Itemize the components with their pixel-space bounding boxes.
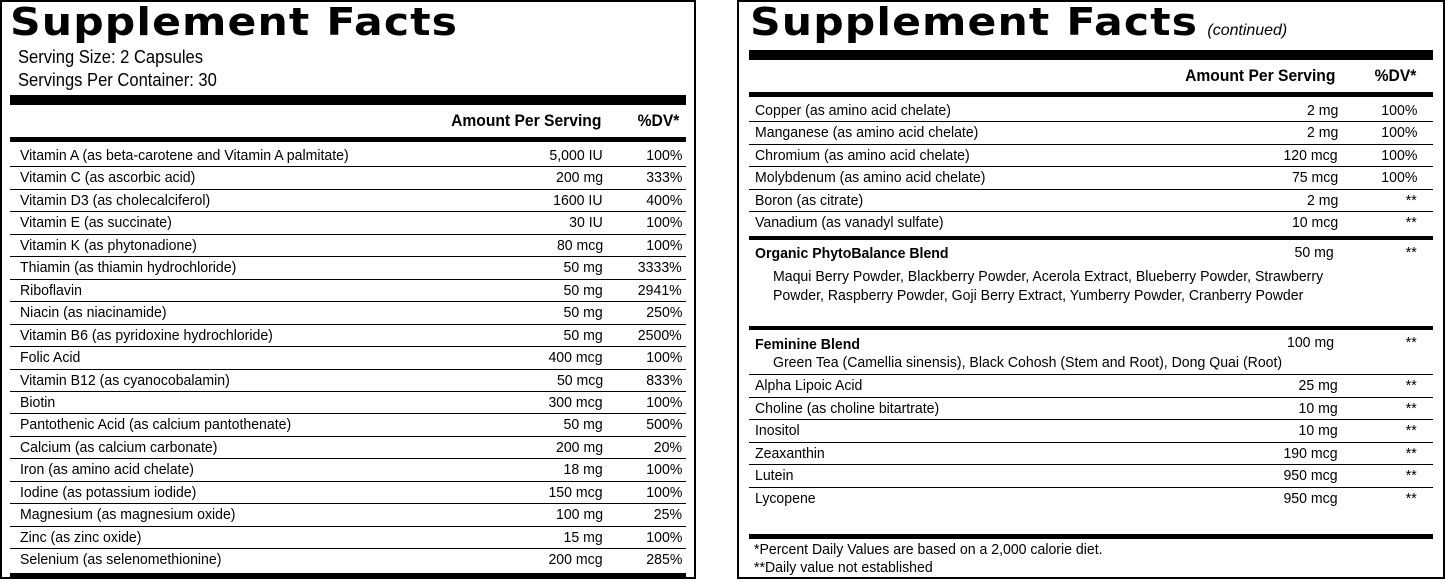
daily-value: 2941% xyxy=(638,281,682,299)
blend-dv: ** xyxy=(1406,334,1417,351)
header-amount-per-serving: Amount Per Serving xyxy=(450,111,601,130)
daily-value: 100% xyxy=(645,393,682,411)
daily-value: ** xyxy=(1406,214,1417,231)
blend-dv: ** xyxy=(1406,244,1417,261)
nutrient-row xyxy=(755,398,1417,421)
nutrient-row xyxy=(20,145,682,167)
nutrient-row xyxy=(20,392,682,414)
amount-per-serving: 200 mcg xyxy=(548,551,603,569)
nutrient-name: Zeaxanthin xyxy=(755,444,825,462)
nutrient-name: Vitamin K (as phytonadione) xyxy=(20,236,197,254)
amount-per-serving: 25 mg xyxy=(1298,377,1338,394)
nutrient-name: Vitamin A (as beta-carotene and Vitamin A palmitate) xyxy=(20,147,349,164)
blend-dv-row xyxy=(755,242,1417,264)
amount-per-serving: 300 mcg xyxy=(548,393,603,411)
nutrient-name: Pantothenic Acid (as calcium pantothenate) xyxy=(20,416,292,434)
daily-value: ** xyxy=(1406,444,1417,462)
amount-per-serving: 950 mcg xyxy=(1283,489,1338,507)
nutrient-row xyxy=(755,100,1417,122)
header-dv: %DV* xyxy=(1374,66,1416,85)
amount-per-serving: 50 mcg xyxy=(556,371,603,389)
amount-per-serving: 50 mg xyxy=(563,416,603,434)
blend-ingredients: Maqui Berry Powder, Blackberry Powder, Acerola Extract, Blueberry Powder, Strawberry Powder, Raspberry Powder, Goji Berry Extract, Yumberry Powder, Cranberry Powder xyxy=(773,268,1324,304)
nutrient-row xyxy=(20,302,682,324)
blend-amount: 100 mg xyxy=(1286,334,1334,351)
nutrient-name: Selenium (as selenomethionine) xyxy=(20,551,222,569)
amount-per-serving: 10 mg xyxy=(1298,399,1338,417)
amount-per-serving: 400 mcg xyxy=(548,349,603,367)
nutrient-row xyxy=(755,375,1417,398)
daily-value: 285% xyxy=(645,551,682,569)
amount-per-serving: 50 mg xyxy=(563,281,603,299)
footnote-not-established: **Daily value not established xyxy=(754,559,933,576)
nutrient-row xyxy=(755,465,1417,488)
blend-divider xyxy=(749,326,1433,330)
panel-title-text: Supplement Facts xyxy=(750,0,1199,44)
daily-value: 25% xyxy=(653,506,682,524)
blend-name: Feminine Blend xyxy=(755,336,860,353)
nutrient-name: Thiamin (as thiamin hydrochloride) xyxy=(20,259,237,277)
nutrient-name: Chromium (as amino acid chelate) xyxy=(755,146,970,164)
nutrient-row xyxy=(755,420,1417,443)
nutrient-name: Vitamin E (as succinate) xyxy=(20,214,172,232)
header-amount-per-serving: Amount Per Serving xyxy=(1184,66,1335,85)
nutrient-name: Vitamin B6 (as pyridoxine hydrochloride) xyxy=(20,326,273,344)
daily-value: 100% xyxy=(645,483,682,501)
nutrient-name: Lycopene xyxy=(755,489,816,507)
daily-value: 100% xyxy=(1380,124,1417,142)
amount-per-serving: 1600 IU xyxy=(553,191,603,209)
nutrient-row xyxy=(755,167,1417,189)
footnote-dv: *Percent Daily Values are based on a 2,000 calorie diet. xyxy=(754,541,1103,558)
nutrient-name: Molybdenum (as amino acid chelate) xyxy=(755,169,986,187)
amount-per-serving: 200 mg xyxy=(555,169,603,187)
nutrient-row xyxy=(20,414,682,436)
nutrient-name: Copper (as amino acid chelate) xyxy=(755,102,951,119)
bottom-divider xyxy=(10,573,686,578)
nutrient-row xyxy=(20,437,682,459)
amount-per-serving: 100 mg xyxy=(555,506,603,524)
nutrient-name: Vanadium (as vanadyl sulfate) xyxy=(755,214,944,231)
amount-per-serving: 50 mg xyxy=(563,326,603,344)
nutrient-row xyxy=(20,325,682,347)
amount-per-serving: 50 mg xyxy=(563,259,603,277)
amount-per-serving: 15 mg xyxy=(563,528,603,546)
nutrient-row xyxy=(20,347,682,369)
amount-per-serving: 10 mcg xyxy=(1291,214,1338,231)
nutrient-name: Manganese (as amino acid chelate) xyxy=(755,124,979,142)
nutrient-row xyxy=(20,459,682,481)
nutrient-name: Zinc (as zinc oxide) xyxy=(20,528,142,546)
nutrient-row xyxy=(20,527,682,549)
daily-value: ** xyxy=(1406,377,1417,394)
daily-value: 400% xyxy=(645,191,682,209)
nutrient-row xyxy=(20,370,682,392)
nutrient-name: Boron (as citrate) xyxy=(755,191,864,209)
nutrient-name: Folic Acid xyxy=(20,349,81,367)
amount-per-serving: 2 mg xyxy=(1306,191,1338,209)
header-divider xyxy=(10,137,686,142)
amount-per-serving: 200 mg xyxy=(555,438,603,456)
amount-per-serving: 2 mg xyxy=(1306,102,1338,119)
daily-value: 333% xyxy=(645,169,682,187)
nutrient-row xyxy=(20,257,682,279)
nutrient-row xyxy=(755,212,1417,234)
daily-value: 100% xyxy=(645,349,682,367)
nutrient-name: Calcium (as calcium carbonate) xyxy=(20,438,218,456)
daily-value: 833% xyxy=(645,371,682,389)
blend-amount: 50 mg xyxy=(1294,244,1334,261)
panel-title: Supplement Facts xyxy=(10,0,459,44)
nutrient-row xyxy=(20,504,682,526)
daily-value: 100% xyxy=(645,236,682,254)
nutrient-row xyxy=(755,443,1417,466)
panel-title xyxy=(750,0,1292,54)
amount-per-serving: 5,000 IU xyxy=(549,147,603,164)
serving-size: Serving Size: 2 Capsules xyxy=(18,47,204,67)
thick-divider xyxy=(749,50,1433,60)
nutrient-row xyxy=(20,167,682,189)
amount-per-serving: 150 mcg xyxy=(548,483,603,501)
daily-value: 250% xyxy=(645,304,682,322)
nutrient-name: Magnesium (as magnesium oxide) xyxy=(20,506,236,524)
nutrient-name: Alpha Lipoic Acid xyxy=(755,377,863,394)
supplement-facts-panel-right xyxy=(737,0,1445,579)
nutrient-name: Vitamin B12 (as cyanocobalamin) xyxy=(20,371,230,389)
nutrient-row xyxy=(755,190,1417,212)
daily-value: 3333% xyxy=(638,259,682,277)
nutrient-name: Riboflavin xyxy=(20,281,82,299)
nutrient-row xyxy=(20,482,682,504)
nutrient-row xyxy=(755,122,1417,144)
daily-value: 100% xyxy=(1380,102,1417,119)
nutrient-name: Vitamin C (as ascorbic acid) xyxy=(20,169,196,187)
nutrient-row xyxy=(20,212,682,234)
continued-label: (continued) xyxy=(1207,22,1288,39)
servings-per-container: Servings Per Container: 30 xyxy=(18,70,217,90)
amount-per-serving: 2 mg xyxy=(1306,124,1338,142)
nutrient-row xyxy=(20,235,682,257)
daily-value: ** xyxy=(1406,489,1417,507)
nutrient-name: Biotin xyxy=(20,393,56,411)
nutrient-name: Inositol xyxy=(755,422,800,439)
daily-value: 100% xyxy=(1380,169,1417,187)
daily-value: 100% xyxy=(645,528,682,546)
amount-per-serving: 190 mcg xyxy=(1283,444,1338,462)
amount-per-serving: 30 IU xyxy=(569,214,603,232)
blend-ingredients: Green Tea (Camellia sinensis), Black Cohosh (Stem and Root), Dong Quai (Root) xyxy=(773,354,1283,371)
daily-value: 100% xyxy=(1380,146,1417,164)
supplement-facts-panel-left xyxy=(0,0,696,579)
daily-value: 2500% xyxy=(638,326,682,344)
daily-value: ** xyxy=(1406,191,1417,209)
nutrient-row xyxy=(20,549,682,571)
nutrient-name: Niacin (as niacinamide) xyxy=(20,304,167,322)
daily-value: 20% xyxy=(653,438,682,456)
blend-dv-row xyxy=(755,332,1417,354)
amount-per-serving: 120 mcg xyxy=(1283,146,1338,164)
amount-per-serving: 18 mg xyxy=(563,461,603,479)
nutrient-row xyxy=(20,190,682,212)
amount-per-serving: 80 mcg xyxy=(556,236,603,254)
amount-per-serving: 950 mcg xyxy=(1283,467,1338,484)
daily-value: 100% xyxy=(645,214,682,232)
nutrient-row xyxy=(755,488,1417,511)
header-dv: %DV* xyxy=(637,111,679,130)
nutrient-row xyxy=(20,280,682,302)
daily-value: 100% xyxy=(645,147,682,164)
thick-divider xyxy=(10,95,686,105)
nutrient-name: Choline (as choline bitartrate) xyxy=(755,399,940,417)
daily-value: ** xyxy=(1406,399,1417,417)
footer-divider xyxy=(749,534,1433,539)
nutrient-name: Vitamin D3 (as cholecalciferol) xyxy=(20,191,211,209)
daily-value: ** xyxy=(1406,467,1417,484)
daily-value: 100% xyxy=(645,461,682,479)
amount-per-serving: 75 mcg xyxy=(1291,169,1338,187)
blend-divider xyxy=(749,236,1433,240)
daily-value: ** xyxy=(1406,422,1417,439)
nutrient-name: Iodine (as potassium iodide) xyxy=(20,483,197,501)
nutrient-name: Lutein xyxy=(755,467,794,484)
amount-per-serving: 10 mg xyxy=(1298,422,1338,439)
amount-per-serving: 50 mg xyxy=(563,304,603,322)
blend-name: Organic PhytoBalance Blend xyxy=(755,245,949,262)
nutrient-name: Iron (as amino acid chelate) xyxy=(20,461,194,479)
header-divider xyxy=(749,92,1433,97)
nutrient-row xyxy=(755,145,1417,167)
daily-value: 500% xyxy=(645,416,682,434)
